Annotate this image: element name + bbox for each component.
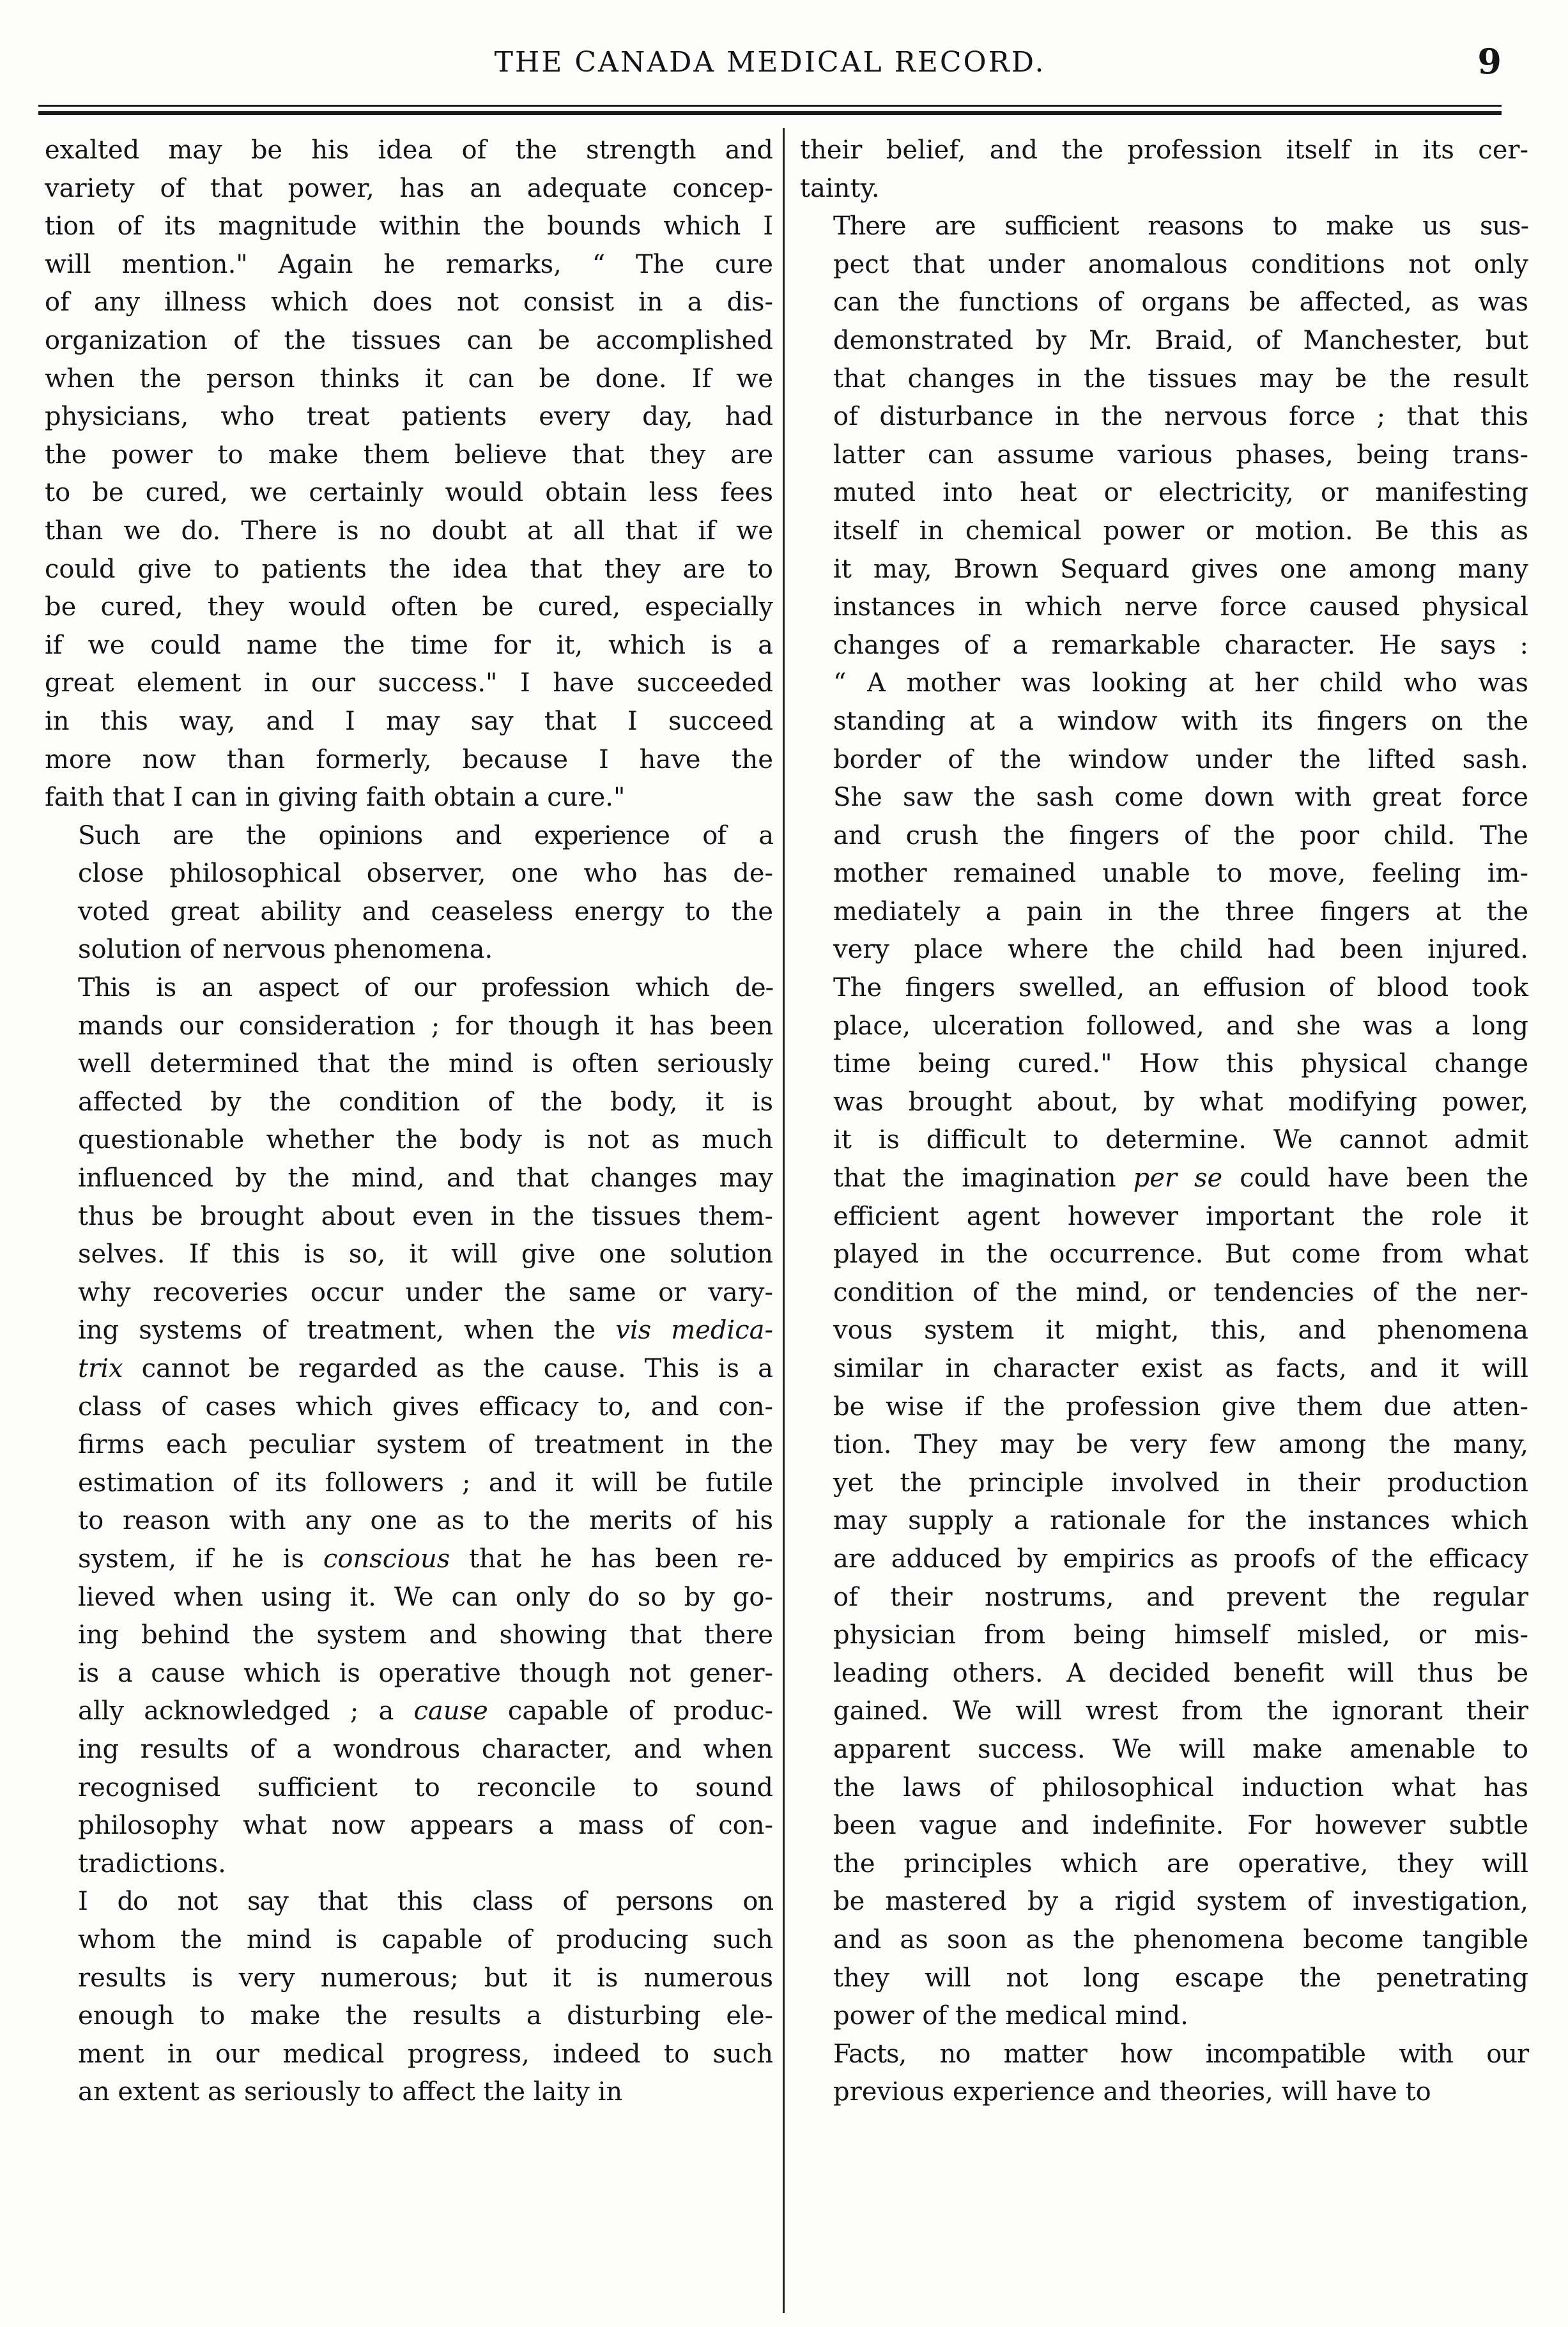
text-line: in this way, and I may say that I succeed bbox=[45, 706, 773, 736]
paragraph bbox=[45, 132, 773, 817]
paragraph bbox=[45, 1883, 773, 2112]
running-title: THE CANADA MEDICAL RECORD. bbox=[494, 46, 1046, 79]
text-line: mands our consideration ; for though it has been bbox=[78, 1011, 773, 1041]
text-line: can the functions of organs be affected, as was bbox=[833, 288, 1528, 318]
text-line: was brought about, by what modifying power, bbox=[833, 1087, 1528, 1117]
text-line: that the imagination per se could have been the bbox=[833, 1164, 1528, 1194]
text-line: it may, Brown Sequard gives one among many bbox=[833, 554, 1528, 584]
text-line: mother remained unable to move, feeling im- bbox=[833, 859, 1528, 889]
text-line: of their nostrums, and prevent the regular bbox=[833, 1582, 1528, 1612]
text-line: mediately a pain in the three fingers at the bbox=[833, 896, 1528, 926]
text-line: apparent success. We will make amenable to bbox=[833, 1734, 1528, 1764]
text-line: trix cannot be regarded as the cause. This is a bbox=[78, 1354, 773, 1383]
text-line: affected by the condition of the body, it is bbox=[78, 1087, 773, 1117]
page-header bbox=[38, 37, 1502, 95]
text-line: to reason with any one as to the merits of his bbox=[78, 1506, 773, 1536]
text-line: pect that under anomalous conditions not only bbox=[833, 249, 1528, 279]
text-line: standing at a window with its fingers on the bbox=[833, 706, 1528, 736]
text-line: lieved when using it. We can only do so by go- bbox=[78, 1582, 773, 1612]
text-line: of any illness which does not consist in a dis- bbox=[45, 288, 773, 318]
text-line: tion. They may be very few among the many, bbox=[833, 1430, 1528, 1460]
text-line: be cured, they would often be cured, especially bbox=[45, 592, 773, 622]
text-line: be wise if the profession give them due atten- bbox=[833, 1392, 1528, 1422]
text-line: results is very numerous; but it is numerous bbox=[78, 1963, 773, 1993]
text-line: demonstrated by Mr. Braid, of Manchester, but bbox=[833, 325, 1528, 355]
text-line: time being cured." How this physical change bbox=[833, 1049, 1528, 1079]
column-divider bbox=[783, 128, 785, 2313]
text-line: are adduced by empirics as proofs of the efficacy bbox=[833, 1544, 1528, 1574]
text-line: efficient agent however important the role it bbox=[833, 1201, 1528, 1231]
text-line: organization of the tissues can be accomplished bbox=[45, 325, 773, 355]
text-line: firms each peculiar system of treatment in the bbox=[78, 1430, 773, 1460]
text-line: if we could name the time for it, which is a bbox=[45, 630, 773, 660]
text-line: when the person thinks it can be done. If we bbox=[45, 364, 773, 394]
text-line: The fingers swelled, an effusion of blood took bbox=[833, 973, 1528, 1003]
text-line: estimation of its followers ; and it will be futile bbox=[78, 1468, 773, 1498]
text-line: than we do. There is no doubt at all that if we bbox=[45, 516, 773, 546]
left-column bbox=[45, 132, 773, 2112]
text-line: class of cases which gives efficacy to, and con- bbox=[78, 1392, 773, 1422]
text-line: Such are the opinions and experience of a bbox=[78, 820, 773, 850]
text-line: condition of the mind, or tendencies of the ner- bbox=[833, 1277, 1528, 1307]
text-line: could give to patients the idea that they are to bbox=[45, 554, 773, 584]
text-line: an extent as seriously to affect the laity in bbox=[78, 2077, 623, 2107]
text-line: There are sufficient reasons to make us sus- bbox=[833, 211, 1528, 242]
right-column bbox=[800, 132, 1528, 2112]
text-line: This is an aspect of our profession which de- bbox=[78, 973, 773, 1003]
header-rule-thin bbox=[38, 105, 1502, 107]
text-line: will mention." Again he remarks, “ The cure bbox=[45, 249, 773, 279]
paragraph bbox=[45, 969, 773, 1883]
text-line: that changes in the tissues may be the result bbox=[833, 364, 1528, 394]
text-line: may supply a rationale for the instances which bbox=[833, 1506, 1528, 1536]
text-line: system, if he is conscious that he has been re- bbox=[78, 1544, 774, 1574]
text-line: influenced by the mind, and that changes may bbox=[78, 1164, 773, 1194]
text-line: is a cause which is operative though not gener- bbox=[78, 1658, 773, 1688]
text-line: ing behind the system and showing that there bbox=[78, 1620, 773, 1650]
page-number: 9 bbox=[1477, 41, 1502, 82]
text-line: vous system it might, this, and phenomena bbox=[833, 1316, 1528, 1346]
text-line: muted into heat or electricity, or manifesting bbox=[833, 478, 1528, 508]
text-line: “ A mother was looking at her child who was bbox=[833, 668, 1528, 698]
text-line: philosophy what now appears a mass of con- bbox=[78, 1811, 773, 1841]
text-line: yet the principle involved in their production bbox=[833, 1468, 1528, 1498]
text-line: physicians, who treat patients every day, had bbox=[45, 402, 773, 432]
text-line: it is difficult to determine. We cannot admit bbox=[833, 1125, 1528, 1155]
text-line: be mastered by a rigid system of investigation, bbox=[833, 1887, 1528, 1917]
text-line: well determined that the mind is often seriously bbox=[78, 1049, 773, 1079]
text-line: the laws of philosophical induction what has bbox=[833, 1772, 1528, 1802]
text-line: whom the mind is capable of producing such bbox=[78, 1924, 773, 1955]
text-line: very place where the child had been injured. bbox=[833, 935, 1528, 965]
text-line: their belief, and the profession itself in its cer- bbox=[800, 135, 1528, 165]
text-line: power of the medical mind. bbox=[833, 2001, 1188, 2031]
text-line: ally acknowledged ; a cause capable of produc- bbox=[78, 1696, 773, 1726]
text-line: the power to make them believe that they are bbox=[45, 440, 773, 470]
text-line: changes of a remarkable character. He says : bbox=[833, 630, 1528, 660]
text-line: tradictions. bbox=[78, 1848, 226, 1878]
text-line: exalted may be his idea of the strength and bbox=[45, 135, 773, 165]
text-line: border of the window under the lifted sash. bbox=[833, 744, 1528, 774]
paragraph bbox=[45, 817, 773, 969]
text-line: similar in character exist as facts, and it will bbox=[833, 1354, 1528, 1383]
text-line: played in the occurrence. But come from what bbox=[833, 1240, 1528, 1270]
text-line: the principles which are operative, they will bbox=[833, 1848, 1528, 1878]
text-line: to be cured, we certainly would obtain less fees bbox=[45, 478, 773, 508]
text-line: leading others. A decided benefit will thus be bbox=[833, 1658, 1528, 1688]
text-line: I do not say that this class of persons on bbox=[78, 1887, 773, 1917]
text-line: thus be brought about even in the tissues them- bbox=[78, 1201, 773, 1231]
text-line: of disturbance in the nervous force ; that this bbox=[833, 402, 1528, 432]
text-line: previous experience and theories, will have to bbox=[833, 2077, 1431, 2107]
text-line: they will not long escape the penetrating bbox=[833, 1963, 1528, 1993]
text-line: ing systems of treatment, when the vis medica- bbox=[78, 1316, 773, 1346]
text-line: and as soon as the phenomena become tangible bbox=[833, 1924, 1528, 1955]
text-line: close philosophical observer, one who has de- bbox=[78, 859, 773, 889]
text-line: instances in which nerve force caused physical bbox=[833, 592, 1528, 622]
text-line: voted great ability and ceaseless energy to the bbox=[78, 896, 773, 926]
text-line: great element in our success." I have succeeded bbox=[45, 668, 773, 698]
paragraph bbox=[800, 208, 1528, 2036]
text-line: latter can assume various phases, being trans- bbox=[833, 440, 1528, 470]
text-line: tion of its magnitude within the bounds which I bbox=[45, 211, 773, 242]
text-line: physician from being himself misled, or mis- bbox=[833, 1620, 1528, 1650]
text-line: faith that I can in giving faith obtain a cure." bbox=[45, 783, 626, 813]
text-line: selves. If this is so, it will give one solution bbox=[78, 1240, 773, 1270]
text-line: gained. We will wrest from the ignorant their bbox=[833, 1696, 1528, 1726]
paragraph bbox=[800, 132, 1528, 208]
text-line: itself in chemical power or motion. Be this as bbox=[833, 516, 1528, 546]
text-line: been vague and indefinite. For however subtle bbox=[833, 1811, 1528, 1841]
text-line: recognised sufficient to reconcile to sound bbox=[78, 1772, 773, 1802]
text-line: She saw the sash come down with great force bbox=[833, 783, 1528, 813]
text-line: Facts, no matter how incompatible with our bbox=[833, 2039, 1528, 2069]
text-line: tainty. bbox=[800, 173, 880, 203]
text-line: ment in our medical progress, indeed to such bbox=[78, 2039, 773, 2069]
header-rule-thick bbox=[38, 111, 1502, 115]
text-line: enough to make the results a disturbing ele- bbox=[78, 2001, 773, 2031]
text-line: more now than formerly, because I have the bbox=[45, 744, 773, 774]
text-line: variety of that power, has an adequate concep- bbox=[45, 173, 773, 203]
paragraph bbox=[800, 2036, 1528, 2112]
text-line: ing results of a wondrous character, and when bbox=[78, 1734, 773, 1764]
text-line: solution of nervous phenomena. bbox=[78, 935, 493, 965]
text-line: place, ulceration followed, and she was a long bbox=[833, 1011, 1528, 1041]
text-line: why recoveries occur under the same or vary- bbox=[78, 1277, 773, 1307]
text-line: and crush the fingers of the poor child. The bbox=[833, 820, 1528, 850]
text-line: questionable whether the body is not as much bbox=[78, 1125, 773, 1155]
